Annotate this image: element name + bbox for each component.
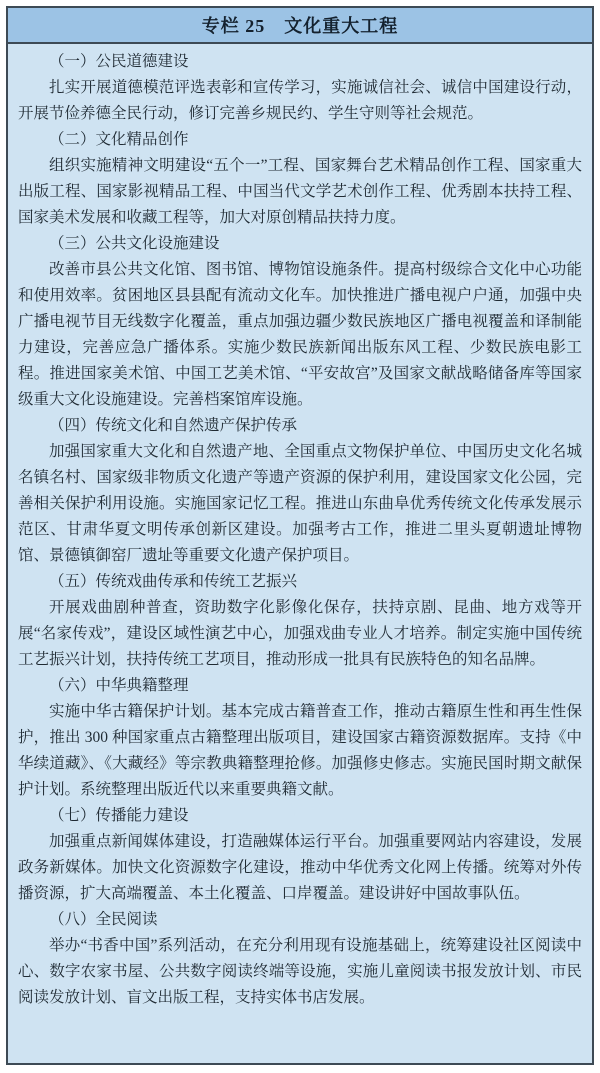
special-column-panel	[6, 6, 594, 1065]
section-paragraph: 组织实施精神文明建设“五个一”工程、国家舞台艺术精品创作工程、国家重大出版工程、国家影视精品工程、中国当代文学艺术创作工程、优秀剧本扶持工程、国家美术发展和收藏工程等，加大对原创精品扶持力度。	[18, 157, 582, 226]
section-heading: （五）传统戏曲传承和传统工艺振兴	[49, 573, 298, 590]
section-2-cultural-masterpieces	[18, 127, 582, 231]
section-heading: （六）中华典籍整理	[49, 677, 189, 694]
section-heading: （三）公共文化设施建设	[49, 235, 220, 252]
section-4-heritage-protection	[18, 413, 582, 569]
section-heading: （一）公民道德建设	[49, 53, 189, 70]
section-6-classics-collation	[18, 673, 582, 803]
section-5-opera-and-crafts	[18, 569, 582, 673]
section-paragraph: 加强重点新闻媒体建设，打造融媒体运行平台。加强重要网站内容建设，发展政务新媒体。加快文化资源数字化建设，推动中华优秀文化网上传播。统筹对外传播资源，扩大高端覆盖、本土化覆盖、口岸覆盖。建设讲好中国故事队伍。	[18, 833, 582, 902]
section-7-communication-capacity	[18, 803, 582, 907]
section-heading: （四）传统文化和自然遗产保护传承	[49, 417, 298, 434]
section-paragraph: 举办“书香中国”系列活动，在充分利用现有设施基础上，统筹建设社区阅读中心、数字农家书屋、公共数字阅读终端等设施，实施儿童阅读书报发放计划、市民阅读发放计划、盲文出版工程，支持实体书店发展。	[18, 937, 582, 1006]
panel-title: 专栏 25 文化重大工程	[201, 16, 399, 36]
section-heading: （二）文化精品创作	[49, 131, 189, 148]
section-heading: （七）传播能力建设	[49, 807, 189, 824]
section-paragraph: 实施中华古籍保护计划。基本完成古籍普查工作，推动古籍原生性和再生性保护，推出 300 种国家重点古籍整理出版项目，建设国家古籍资源数据库。支持《中华续道藏》、《大藏经》等宗教典籍整理抢修。加强修史修志。实施民国时期文献保护计划。系统整理出版近代以来重要典籍文献。	[18, 703, 582, 798]
section-1-civic-morality	[18, 49, 582, 127]
section-paragraph: 扎实开展道德模范评选表彰和宣传学习，实施诚信社会、诚信中国建设行动，开展节俭养德全民行动，修订完善乡规民约、学生守则等社会规范。	[18, 79, 582, 122]
section-paragraph: 开展戏曲剧种普查，资助数字化影像化保存，扶持京剧、昆曲、地方戏等开展“名家传戏”，建设区域性演艺中心，加强戏曲专业人才培养。制定实施中国传统工艺振兴计划，扶持传统工艺项目，推动形成一批具有民族特色的知名品牌。	[18, 599, 582, 668]
section-3-public-cultural-facilities	[18, 231, 582, 413]
panel-body	[8, 44, 592, 1063]
section-8-national-reading	[18, 907, 582, 1011]
section-heading: （八）全民阅读	[49, 911, 158, 928]
panel-header	[8, 8, 592, 44]
section-paragraph: 加强国家重大文化和自然遗产地、全国重点文物保护单位、中国历史文化名城名镇名村、国家级非物质文化遗产等遗产资源的保护利用，建设国家文化公园，完善相关保护利用设施。实施国家记忆工程。推进山东曲阜优秀传统文化传承发展示范区、甘肃华夏文明传承创新区建设。加强考古工作，推进二里头夏朝遗址博物馆、景德镇御窑厂遗址等重要文化遗产保护项目。	[18, 443, 582, 564]
section-paragraph: 改善市县公共文化馆、图书馆、博物馆设施条件。提高村级综合文化中心功能和使用效率。贫困地区县县配有流动文化车。加快推进广播电视户户通，加强中央广播电视节目无线数字化覆盖，重点加强边疆少数民族地区广播电视覆盖和译制能力建设，完善应急广播体系。实施少数民族新闻出版东风工程、少数民族电影工程。推进国家美术馆、中国工艺美术馆、“平安故宫”及国家文献战略储备库等国家级重大文化设施建设。完善档案馆库设施。	[18, 261, 582, 408]
